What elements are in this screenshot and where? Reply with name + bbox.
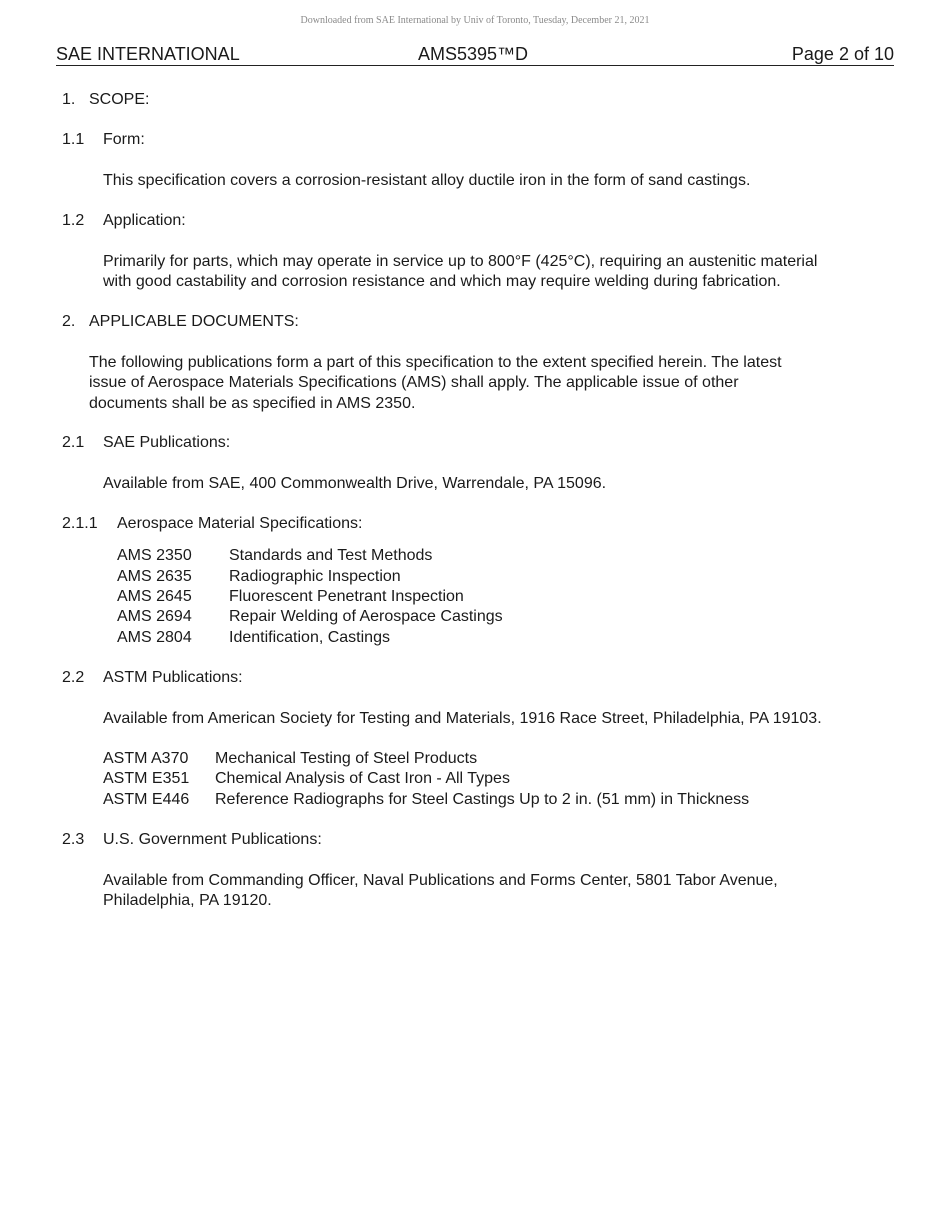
section-title: Aerospace Material Specifications: — [117, 515, 363, 532]
section-number: 1. — [62, 91, 76, 108]
document-code: AMS 2645 — [117, 588, 192, 605]
section-2-body-line-2: issue of Aerospace Materials Specifications (AMS) shall apply. The applicable issue of other — [89, 374, 739, 391]
section-number: 1.1 — [62, 131, 85, 148]
section-title: Application: — [103, 212, 186, 229]
section-title: APPLICABLE DOCUMENTS: — [89, 313, 299, 330]
document-code: AMS 2635 — [117, 568, 192, 585]
section-number: 1.2 — [62, 212, 85, 229]
section-number: 2.3 — [62, 831, 85, 848]
page-header — [56, 44, 894, 66]
download-notice: Downloaded from SAE International by Univ of Toronto, Tuesday, December 21, 2021 — [300, 15, 650, 26]
section-2-body-line-1: The following publications form a part of this specification to the extent specified herein. The latest — [89, 354, 782, 371]
document-title: Fluorescent Penetrant Inspection — [229, 588, 464, 605]
document-title: Standards and Test Methods — [229, 547, 433, 564]
section-number: 2. — [62, 313, 76, 330]
section-title: SCOPE: — [89, 91, 150, 108]
document-title: Chemical Analysis of Cast Iron - All Types — [215, 770, 510, 787]
document-code: ASTM E351 — [103, 770, 190, 787]
section-1-2-body-line-2: with good castability and corrosion resistance and which may require welding during fabrication. — [103, 273, 781, 290]
document-code: ASTM A370 — [103, 750, 189, 767]
document-code: AMS 2694 — [117, 608, 192, 625]
section-number: 2.2 — [62, 669, 85, 686]
section-2-3-body-line-2: Philadelphia, PA 19120. — [103, 892, 272, 909]
document-title: Repair Welding of Aerospace Castings — [229, 608, 503, 625]
section-title: ASTM Publications: — [103, 669, 243, 686]
document-code: AMS 2804 — [117, 629, 192, 646]
document-title: Radiographic Inspection — [229, 568, 401, 585]
section-title: Form: — [103, 131, 145, 148]
document-title: Reference Radiographs for Steel Castings Up to 2 in. (51 mm) in Thickness — [215, 791, 750, 808]
section-2-3-body-line-1: Available from Commanding Officer, Naval Publications and Forms Center, 5801 Tabor Avenue, — [103, 872, 778, 889]
header-page-number: Page 2 of 10 — [791, 44, 894, 64]
section-1-1-body: This specification covers a corrosion-resistant alloy ductile iron in the form of sand castings. — [103, 172, 751, 189]
document-code: AMS 2350 — [117, 547, 192, 564]
section-1-2-body-line-1: Primarily for parts, which may operate in service up to 800°F (425°C), requiring an austenitic material — [103, 253, 818, 270]
section-2-1-body: Available from SAE, 400 Commonwealth Drive, Warrendale, PA 15096. — [103, 475, 607, 492]
section-2-2-body: Available from American Society for Testing and Materials, 1916 Race Street, Philadelphia, PA 19103. — [103, 710, 822, 727]
document-code: ASTM E446 — [103, 791, 190, 808]
section-2-body-line-3: documents shall be as specified in AMS 2350. — [89, 395, 416, 412]
section-title: SAE Publications: — [103, 434, 231, 451]
section-title: U.S. Government Publications: — [103, 831, 322, 848]
section-number: 2.1.1 — [62, 515, 98, 532]
header-org: SAE INTERNATIONAL — [56, 44, 240, 64]
document-title: Mechanical Testing of Steel Products — [215, 750, 478, 767]
section-number: 2.1 — [62, 434, 85, 451]
document-title: Identification, Castings — [229, 629, 390, 646]
header-doc-id: AMS5395™D — [418, 44, 529, 64]
